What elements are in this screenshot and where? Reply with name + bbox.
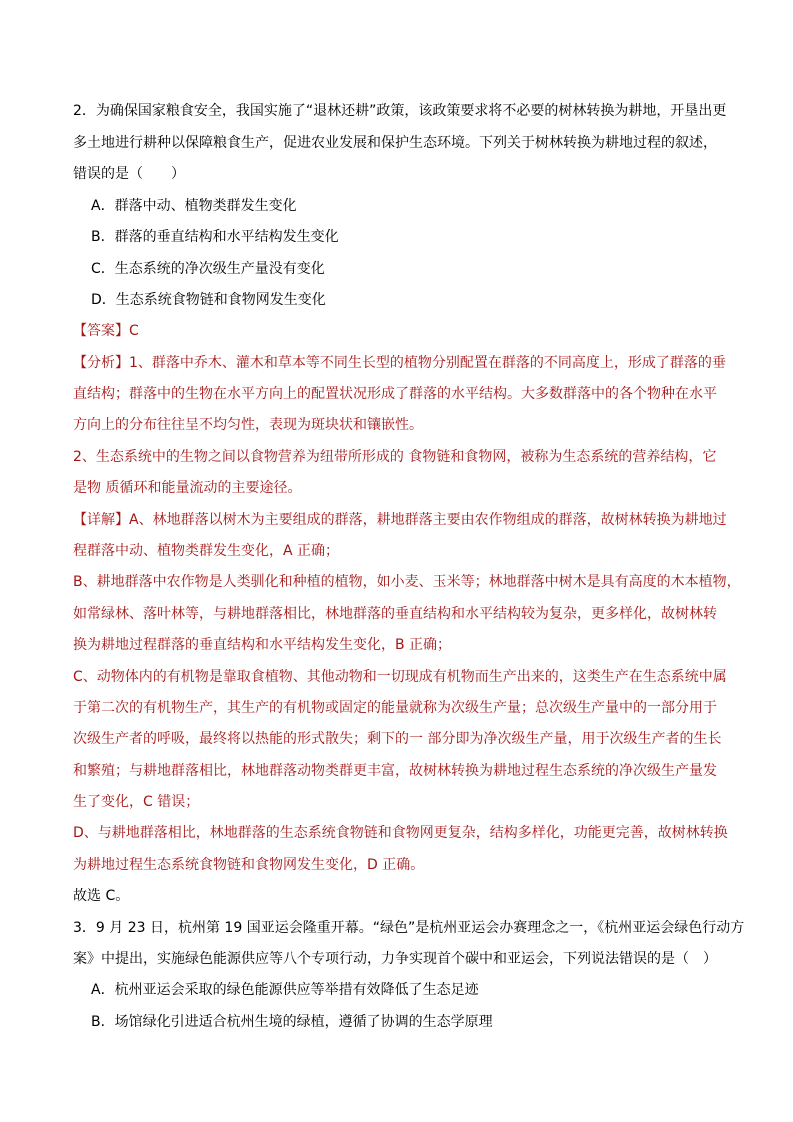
q2-detail-line-5: 换为耕地过程群落的垂直结构和水平结构发生变化，B 正确； bbox=[73, 637, 452, 653]
q2-detail-line-2: 程群落中动、植物类群发生变化，A 正确； bbox=[73, 543, 340, 559]
q2-analysis-line-3: 方向上的分布往往呈不均匀性，表现为斑块状和镶嵌性。 bbox=[73, 417, 423, 433]
q2-analysis-line-4: 2、生态系统中的生物之间以食物营养为纽带所形成的 食物链和食物网，被称为生态系统的营养结构，它 bbox=[73, 449, 717, 465]
q3-stem-line-1: 3．9 月 23 日，杭州第 19 国亚运会隆重开幕。“绿色”是杭州亚运会办赛理念之一，《杭州亚运会绿色行动方 bbox=[73, 920, 745, 936]
q2-detail-line-12: 为耕地过程生态系统食物链和食物网发生变化，D 正确。 bbox=[73, 857, 425, 873]
q3-option-b: B．场馆绿化引进适合杭州生境的绿植，遵循了协调的生态学原理 bbox=[91, 1014, 493, 1030]
q2-conclusion: 故选 C。 bbox=[73, 888, 130, 904]
q2-stem-line-3: 错误的是（ ） bbox=[73, 166, 185, 182]
q2-analysis-line-5: 是物 质循环和能量流动的主要途径。 bbox=[73, 480, 302, 496]
q2-detail-line-11: D、与耕地群落相比，林地群落的生态系统食物链和食物网更复杂，结构多样化，功能更完善，故树林转换 bbox=[73, 825, 728, 841]
q2-option-c: C．生态系统的净次级生产量没有变化 bbox=[91, 261, 325, 277]
q2-answer: 【答案】C bbox=[73, 323, 139, 339]
q2-detail-line-3: B、耕地群落中农作物是人类驯化和种植的植物，如小麦、玉米等；林地群落中树木是具有高度的木本植物， bbox=[73, 574, 741, 590]
q2-detail-line-6: C、动物体内的有机物是靠取食植物、其他动物和一切现成有机物而生产出来的，这类生产在生态系统中属 bbox=[73, 669, 727, 685]
q3-stem-line-2: 案》中提出，实施绿色能源供应等八个专项行动，力争实现首个碳中和亚运会，下列说法错误的是（ ） bbox=[73, 951, 717, 967]
q2-option-b: B．群落的垂直结构和水平结构发生变化 bbox=[91, 229, 339, 245]
q2-detail-line-1: 【详解】A、林地群落以树木为主要组成的群落，耕地群落主要由农作物组成的群落，故树林转换为耕地过 bbox=[73, 512, 727, 528]
q2-stem-line-1: 2．为确保国家粮食安全，我国实施了“退林还耕”政策，该政策要求将不必要的树林转换为耕地，开垦出更 bbox=[73, 103, 727, 119]
q2-stem-line-2: 多土地进行耕种以保障粮食生产，促进农业发展和保护生态环境。下列关于树林转换为耕地过程的叙述， bbox=[73, 135, 717, 151]
q2-detail-line-10: 生了变化，C 错误； bbox=[73, 794, 200, 810]
q2-option-a: A．群落中动、植物类群发生变化 bbox=[91, 198, 297, 214]
q2-analysis-line-1: 【分析】1、群落中乔木、灌木和草本等不同生长型的植物分别配置在群落的不同高度上，形成了群落的垂 bbox=[73, 355, 726, 371]
q2-option-d: D．生态系统食物链和食物网发生变化 bbox=[91, 292, 326, 308]
q2-detail-line-7: 于第二次的有机物生产，其生产的有机物或固定的能量就称为次级生产量；总次级生产量中的一部分用于 bbox=[73, 700, 717, 716]
q2-detail-line-4: 如常绿林、落叶林等，与耕地群落相比，林地群落的垂直结构和水平结构较为复杂，更多样化，故树林转 bbox=[73, 606, 717, 622]
q2-detail-line-9: 和繁殖；与耕地群落相比，林地群落动物类群更丰富，故树林转换为耕地过程生态系统的净次级生产量发 bbox=[73, 763, 717, 779]
q2-detail-line-8: 次级生产者的呼吸，最终将以热能的形式散失；剩下的一 部分即为净次级生产量，用于次级生产者的生长 bbox=[73, 731, 722, 747]
q3-option-a: A．杭州亚运会采取的绿色能源供应等举措有效降低了生态足迹 bbox=[91, 982, 479, 998]
q2-analysis-line-2: 直结构；群落中的生物在水平方向上的配置状况形成了群落的水平结构。大多数群落中的各个物种在水平 bbox=[73, 386, 717, 402]
